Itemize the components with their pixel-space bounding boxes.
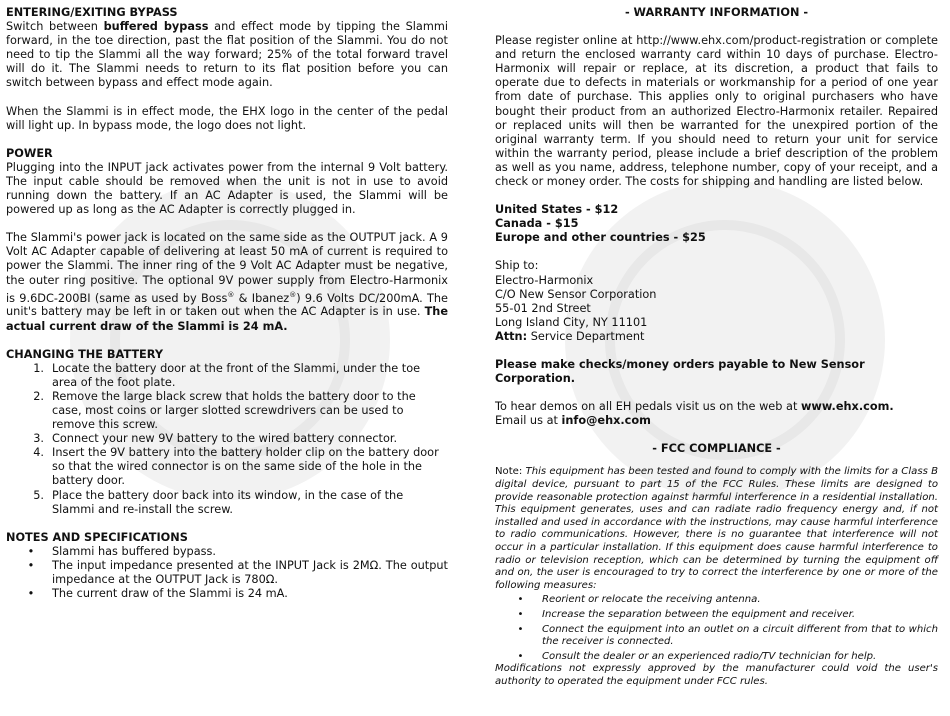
address-line: 55-01 2nd Street	[495, 301, 591, 315]
measure-text: Increase the separation between the equipment and receiver.	[542, 608, 856, 620]
registered-mark: ®	[289, 290, 297, 299]
power-paragraph-1: Plugging into the INPUT jack activates power from the internal 9 Volt battery. The input cable should be removed when the unit is not in use to avoid running down the battery. If an AC Adapter is used, the Slammi will be powered up as long as the AC Adapter is correctly plugged in.	[6, 160, 448, 217]
ship-to-label: Ship to:	[495, 259, 539, 273]
warranty-paragraph: Please register online at http://www.ehx.com/product-registration or complete and return the enclosed warranty card within 10 days of purchase. Electro-Harmonix will repair or replace, at its discretion, a product that fails to operate due to defects in materials or workmanship for a period of one year from date of purchase. This applies only to original purchasers who have bought their product from an authorized Electro-Harmonix retailer. Repaired or replaced units will then be warranted for the unexpired portion of the original warranty term. If you should need to return your unit for service within the warranty period, please include a brief description of the problem as well as you name, address, telephone number, copy of your receipt, and a check or money order. The costs for shipping and handling are listed below.	[495, 34, 938, 189]
list-item	[495, 624, 938, 649]
address-line: C/O New Sensor Corporation	[495, 287, 657, 301]
step-text: Insert the 9V battery into the battery holder clip on the battery door so that the wired connector is on the same side of the hole in the battery door.	[52, 446, 439, 488]
demos-line	[495, 400, 938, 414]
address-line: Electro-Harmonix	[495, 273, 594, 287]
bypass-heading: ENTERING/EXITING BYPASS	[6, 6, 178, 19]
list-item	[6, 587, 448, 601]
list-item	[6, 362, 448, 390]
note-text: The input impedance presented at the INPUT Jack is 2MΩ. The output impedance at the OUTPUT Jack is 780Ω.	[52, 558, 448, 587]
bypass-text-bold: buffered bypass	[103, 20, 209, 34]
power-text-bold: The actual current draw of the Slammi is 24 mA.	[6, 305, 448, 333]
bullet-icon: •	[27, 558, 35, 572]
step-text: Connect your new 9V battery to the wired battery connector.	[52, 432, 398, 446]
notes-list	[6, 545, 448, 601]
measure-text: Connect the equipment into an outlet on a circuit different from that to which the receiver is connected.	[542, 623, 938, 648]
note-text: The current draw of the Slammi is 24 mA.	[52, 587, 288, 601]
left-column	[6, 6, 448, 601]
bullet-icon: •	[27, 587, 35, 601]
notes-heading: NOTES AND SPECIFICATIONS	[6, 530, 188, 544]
fcc-section	[495, 466, 938, 688]
list-item	[495, 594, 938, 607]
email-text: Email us at	[495, 414, 562, 428]
bypass-text-b: and effect mode by tipping the Slammi forward, in the toe direction, past the flat position of the Slammi. You do not need to tip the Slammi all the way forward; 25% of the total forward travel will do it. The Slammi needs to return to its flat position before you can switch between bypass and effect mode again.	[6, 20, 448, 90]
bypass-paragraph-2: When the Slammi is in effect mode, the EHX logo in the center of the pedal will light up. In bypass mode, the logo does not light.	[6, 104, 448, 132]
bullet-icon: •	[517, 608, 524, 620]
address-line: Long Island City, NY 11101	[495, 315, 648, 329]
bypass-paragraph-1	[6, 20, 448, 90]
fcc-modifications-text: Modifications not expressly approved by the manufacturer could void the user's authority to operated the equipment under FCC rules.	[495, 663, 938, 687]
cost-us: United States - $12	[495, 203, 619, 217]
cost-europe: Europe and other countries - $25	[495, 231, 706, 245]
attn-label: Attn:	[495, 329, 528, 343]
bullet-icon: •	[517, 650, 524, 662]
website-link[interactable]: www.ehx.com.	[800, 400, 894, 414]
checks-payable-text: Please make checks/money orders payable to New Sensor Corporation.	[495, 357, 865, 386]
step-number: 3.	[33, 432, 44, 446]
fcc-note-label: Note:	[495, 466, 523, 478]
step-text: Remove the large black screw that holds the battery door to the case, most coins or larger slotted screwdrivers can be used to remove this screw.	[52, 389, 416, 432]
list-item	[6, 489, 448, 517]
fcc-note-text: This equipment has been tested and found to comply with the limits for a Class B digital device, pursuant to part 15 of the FCC Rules. These limits are designed to provide reasonable protection against harmful interference in a residential installation. This equipment generates, uses and can radiate radio frequency energy and, if not installed and used in accordance with the instructions, may cause harmful interference to radio communications. However, there is no guarantee that interference will not occur in a particular installation. If this equipment does cause harmful interference to radio or television reception, which can be determined by turning the equipment off and on, the user is encouraged to try to correct the interference by one or more of the following measures:	[495, 466, 938, 591]
list-item	[6, 446, 448, 488]
fcc-heading: - FCC COMPLIANCE -	[652, 442, 781, 456]
list-item	[6, 432, 448, 446]
step-number: 4.	[33, 446, 44, 460]
note-text: Slammi has buffered bypass.	[52, 544, 217, 558]
power-text-c: ) 9.6 Volts DC/200mA. The unit's battery may be left in or taken out when the AC Adapter is in use.	[6, 291, 448, 319]
bullet-icon: •	[517, 594, 524, 606]
battery-steps-list	[6, 362, 448, 517]
cost-canada: Canada - $15	[495, 217, 579, 231]
power-heading: POWER	[6, 146, 53, 160]
step-text: Place the battery door back into its window, in the case of the Slammi and re-install the screw.	[52, 488, 404, 516]
list-item	[6, 545, 448, 559]
list-item	[6, 390, 448, 432]
bypass-text-a: Switch between	[6, 20, 104, 34]
email-link[interactable]: info@ehx.com	[561, 414, 651, 428]
battery-heading: CHANGING THE BATTERY	[6, 347, 164, 361]
step-number: 2.	[33, 389, 44, 403]
list-item	[6, 559, 448, 587]
list-item	[495, 609, 938, 622]
right-column	[495, 6, 938, 689]
bullet-icon: •	[27, 544, 35, 558]
warranty-heading: - WARRANTY INFORMATION -	[624, 6, 809, 19]
demos-text: To hear demos on all EH pedals visit us on the web at	[495, 400, 801, 414]
registered-mark: ®	[227, 290, 235, 299]
fcc-measures-list	[495, 594, 938, 663]
attn-value: Service Department	[527, 329, 645, 343]
attn-line	[495, 330, 938, 344]
step-number: 5.	[33, 488, 44, 502]
email-line	[495, 414, 938, 428]
step-number: 1.	[33, 361, 44, 375]
power-text-a: The Slammi's power jack is located on the same side as the OUTPUT jack. A 9 Volt AC Adapter capable of delivering at least 50 mA of current is required to power the Slammi. The inner ring of the 9 Volt AC Adapter must be negative, the outer ring positive. The optional 9V power supply from Electro-Harmonix is 9.6DC-200BI (same as used by Boss	[6, 231, 448, 305]
power-paragraph-2	[6, 231, 448, 333]
list-item	[495, 651, 938, 664]
power-text-b: & Ibanez	[234, 291, 290, 305]
bullet-icon: •	[517, 623, 524, 635]
measure-text: Reorient or relocate the receiving antenna.	[542, 594, 761, 606]
step-text: Locate the battery door at the front of the Slammi, under the toe area of the foot plate.	[52, 361, 421, 389]
measure-text: Consult the dealer or an experienced radio/TV technician for help.	[542, 650, 877, 662]
fcc-note-paragraph	[495, 466, 938, 592]
